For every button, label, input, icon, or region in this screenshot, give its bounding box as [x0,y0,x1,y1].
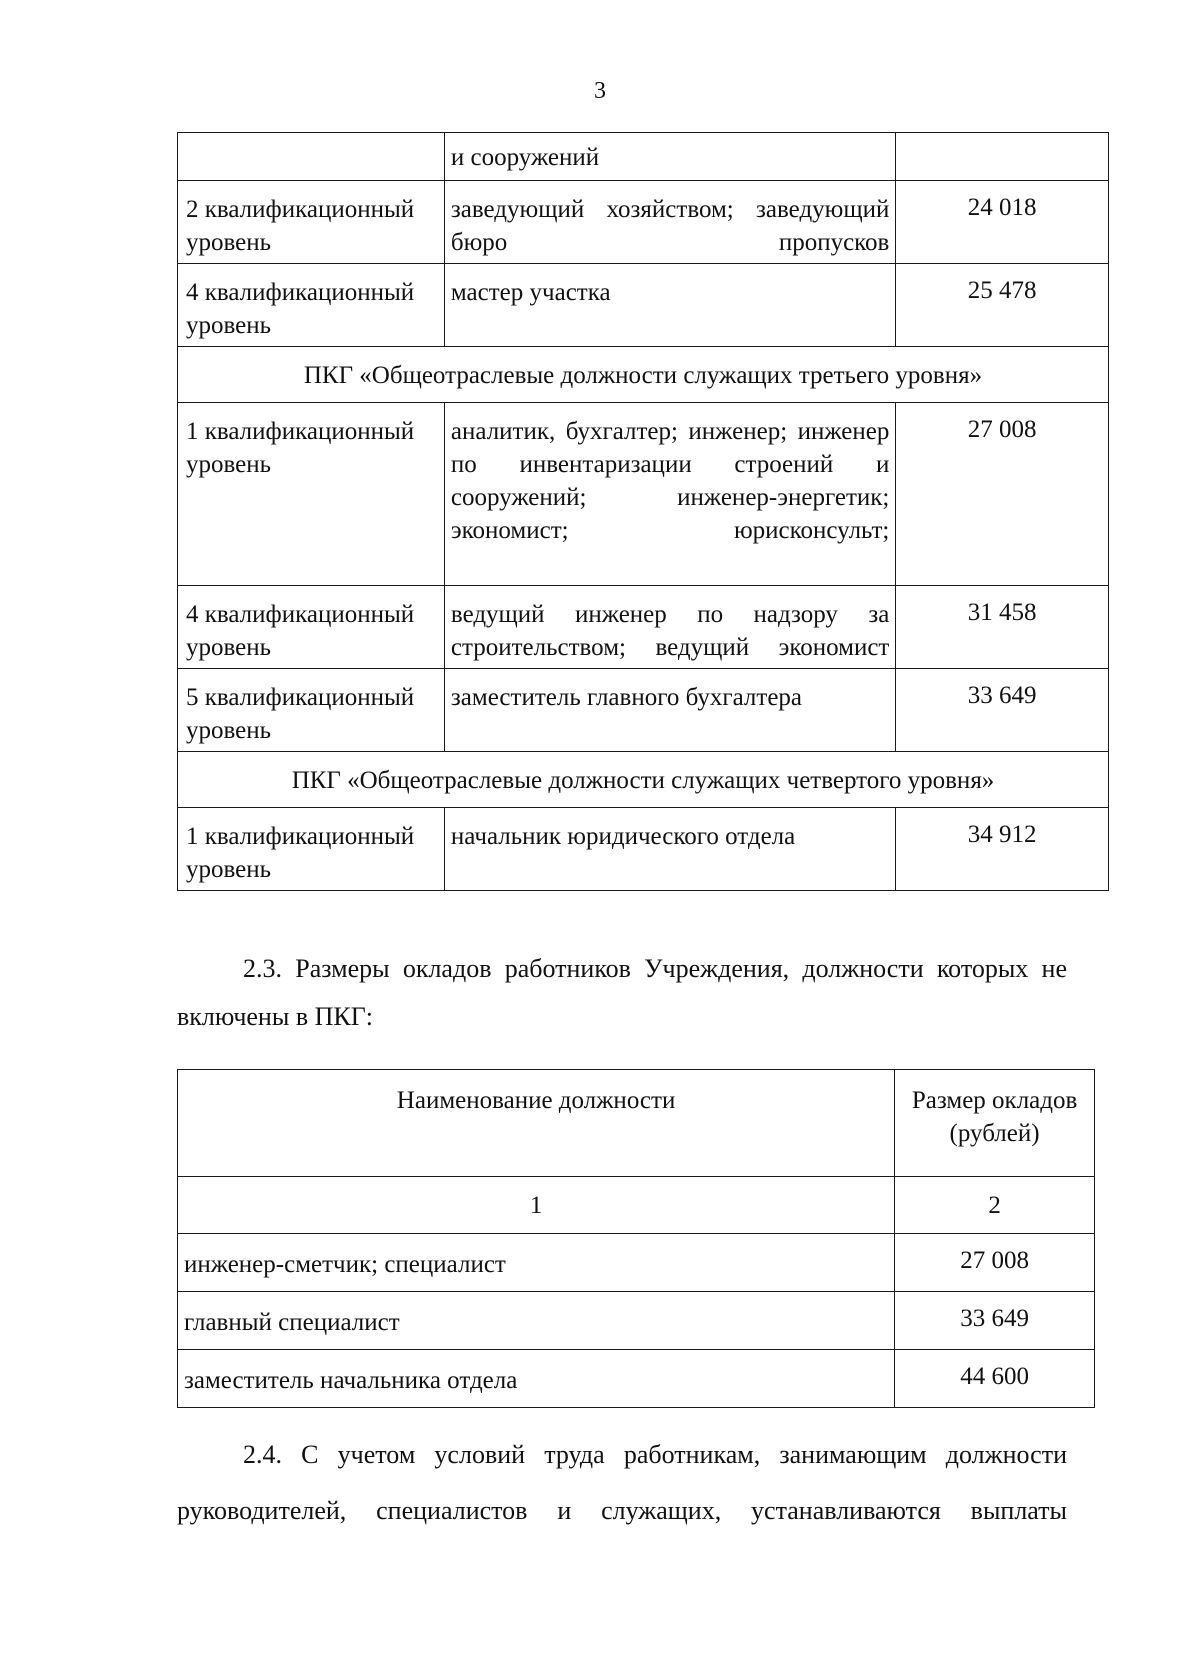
level-cell [178,133,445,181]
salary-table-non-pkg [177,1069,1095,1408]
page-number: 3 [594,78,606,104]
position-name-cell: главный специалист [178,1292,895,1350]
table-row [178,1350,1095,1408]
level-cell: 2 квалификационный уровень [178,181,445,264]
level-cell: 5 квалификационный уровень [178,669,445,752]
column-number-row [178,1177,1095,1234]
position-name-cell: инженер-сметчик; специалист [178,1234,895,1292]
header-salary: Размер окладов (рублей) [895,1070,1095,1177]
salary-cell: 34 912 [896,808,1109,891]
column-number: 2 [895,1177,1095,1234]
positions-cell: заместитель главного бухгалтера [444,669,895,752]
table-row [178,1292,1095,1350]
salary-cell: 27 008 [896,403,1109,586]
table-row [178,403,1109,586]
salary-cell: 31 458 [896,586,1109,669]
group-row [178,347,1109,403]
table-row [178,808,1109,891]
paragraph-2-4: 2.4. С учетом условий труда работникам, занимающим должности руководителей, специалистов и служащих, устанавливаются выплаты [177,1440,1067,1525]
salary-cell: 33 649 [896,669,1109,752]
table-row [178,133,1109,181]
salary-cell [896,133,1109,181]
salary-cell: 25 478 [896,264,1109,347]
table-row [178,1234,1095,1292]
position-name-cell: заместитель начальника отдела [178,1350,895,1408]
positions-cell: и сооружений [444,133,895,181]
table-row [178,669,1109,752]
salary-cell: 27 008 [895,1234,1095,1292]
positions-cell: ведущий инженер по надзору за строительством; ведущий экономист [444,586,895,669]
positions-cell: мастер участка [444,264,895,347]
table-row [178,586,1109,669]
salary-table-pkg [177,132,1109,891]
group-row [178,752,1109,808]
group-title: ПКГ «Общеотраслевые должности служащих четвертого уровня» [178,752,1109,808]
level-cell: 4 квалификационный уровень [178,264,445,347]
level-cell: 1 квалификационный уровень [178,808,445,891]
positions-cell: заведующий хозяйством; заведующий бюро пропусков [444,181,895,264]
positions-cell: начальник юридического отдела [444,808,895,891]
header-row [178,1070,1095,1177]
level-cell: 1 квалификационный уровень [178,403,445,586]
salary-cell: 33 649 [895,1292,1095,1350]
salary-cell: 44 600 [895,1350,1095,1408]
salary-cell: 24 018 [896,181,1109,264]
paragraph-2-3: 2.3. Размеры окладов работников Учреждения, должности которых не включены в ПКГ: [177,954,1067,1031]
column-number: 1 [178,1177,895,1234]
table-row [178,181,1109,264]
positions-cell: аналитик, бухгалтер; инженер; инженер по инвентаризации строений и сооружений; инженер-энергетик; экономист; юрисконсульт; [444,403,895,586]
group-title: ПКГ «Общеотраслевые должности служащих третьего уровня» [178,347,1109,403]
level-cell: 4 квалификационный уровень [178,586,445,669]
table-row [178,264,1109,347]
header-position-name: Наименование должности [178,1070,895,1177]
